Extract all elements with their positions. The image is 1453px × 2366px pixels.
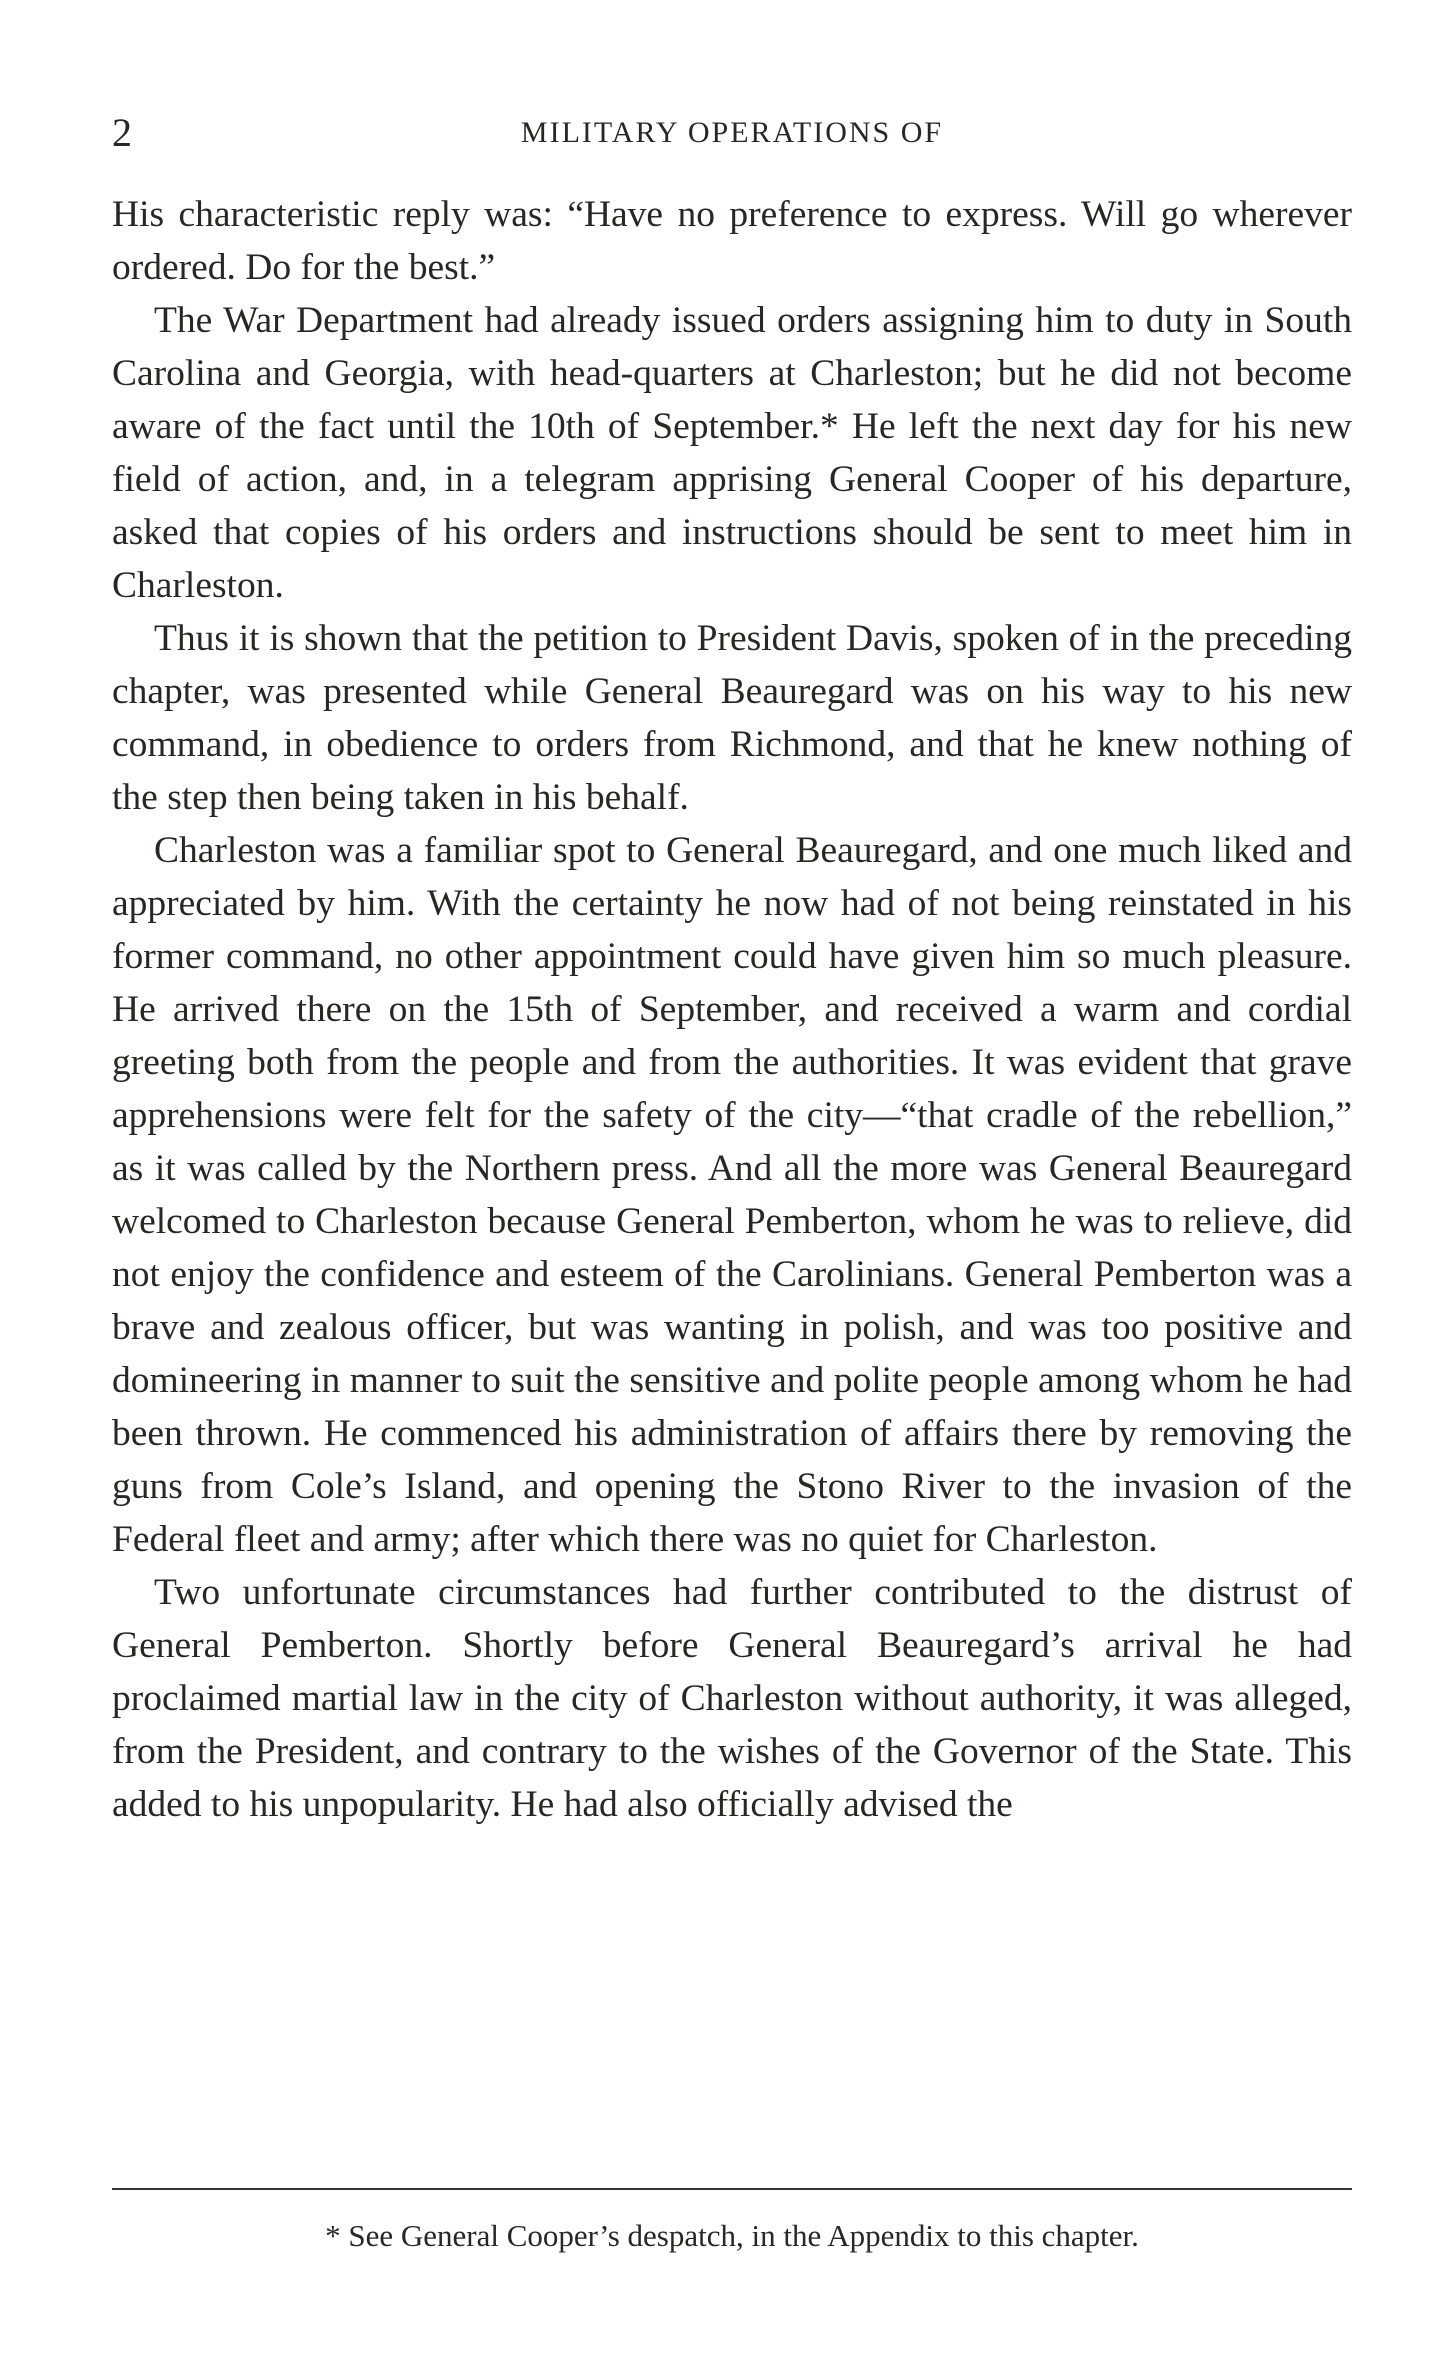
body-text xyxy=(112,188,1352,1831)
running-head: MILITARY OPERATIONS OF xyxy=(520,116,944,149)
paragraph-2: The War Department had already issued orders assigning him to duty in South Carolina and Georgia, with head-quarters at Charleston; but he did not become aware of the fact until the 10th of September.* He left the next day for his new field of action, and, in a telegram apprising General Cooper of his departure, asked that copies of his orders and instructions should be sent to meet him in Charleston. xyxy=(112,300,1352,606)
paragraph-5: Two unfortunate circumstances had further contributed to the distrust of General Pemberton. Shortly before General Beauregard’s arrival he had proclaimed martial law in the city of Charleston without authority, it was alleged, from the President, and contrary to the wishes of the Governor of the State. This added to his unpopularity. He had also officially advised the xyxy=(112,1572,1352,1825)
footnote-rule xyxy=(112,2188,1352,2190)
page-header xyxy=(112,108,1352,158)
page-number: 2 xyxy=(112,110,132,155)
footnote: * See General Cooper’s despatch, in the Appendix to this chapter. xyxy=(325,2218,1139,2253)
paragraph-4: Charleston was a familiar spot to General Beauregard, and one much liked and appreciated by him. With the certainty he now had of not being reinstated in his former command, no other appointment could have given him so much pleasure. He arrived there on the 15th of September, and received a warm and cordial greeting both from the people and from the authorities. It was evident that grave apprehensions were felt for the safety of the city—“that cradle of the rebellion,” as it was called by the Northern press. And all the more was General Beauregard welcomed to Charleston because General Pemberton, whom he was to relieve, did not enjoy the confidence and esteem of the Carolinians. General Pemberton was a brave and zealous officer, but was wanting in polish, and was too positive and domineering in manner to suit the sensitive and polite people among whom he had been thrown. He commenced his administration of affairs there by removing the guns from Cole’s Island, and opening the Stono River to the invasion of the Federal fleet and army; after which there was no quiet for Charleston. xyxy=(112,830,1352,1560)
paragraph-3: Thus it is shown that the petition to President Davis, spoken of in the preceding chapter, was presented while General Beauregard was on his way to his new command, in obedience to orders from Richmond, and that he knew nothing of the step then being taken in his behalf. xyxy=(112,618,1352,818)
paragraph-1: His characteristic reply was: “Have no preference to express. Will go wherever ordered. Do for the best.” xyxy=(112,194,1352,288)
